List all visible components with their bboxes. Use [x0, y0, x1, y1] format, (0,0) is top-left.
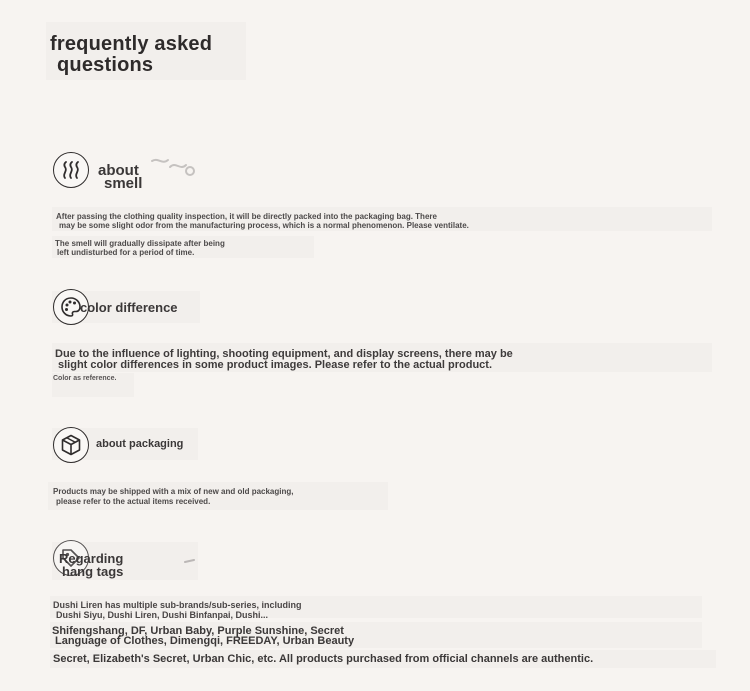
box-icon	[53, 427, 89, 463]
tags-decoration	[184, 551, 196, 557]
color-note: Color as reference.	[53, 375, 117, 382]
packaging-para1-line2: please refer to the actual items received.	[56, 497, 211, 506]
packaging-heading: about packaging	[96, 438, 184, 450]
smell-para1	[56, 212, 469, 230]
smell-para2-line2: left undisturbed for a period of time.	[57, 248, 195, 257]
smell-para1-line2: may be some slight odor from the manufacturing process, which is a normal phenomenon. Please ventilate.	[59, 221, 469, 230]
tags-para3: Secret, Elizabeth's Secret, Urban Chic, etc. All products purchased from official channels are authentic.	[53, 653, 594, 665]
tags-heading	[59, 552, 123, 578]
tags-para2-line1: Shifengshang, DF, Urban Baby, Purple Sunshine, Secret	[52, 625, 344, 637]
tags-para2-line2: Language of Clothes, Dimengqi, FREEDAY, Urban Beauty	[55, 635, 355, 647]
smell-para2-line1: The smell will gradually dissipate after being	[55, 239, 225, 248]
page-title-line2: questions	[57, 54, 154, 76]
tags-para1-line1: Dushi Liren has multiple sub-brands/sub-series, including	[53, 600, 302, 610]
page-title-line1: frequently asked	[50, 33, 213, 55]
color-para1	[55, 349, 513, 371]
smell-heading	[98, 164, 142, 190]
tags-heading-line1: Regarding	[59, 551, 124, 566]
color-para1-line1: Due to the influence of lighting, shooting equipment, and display screens, there may be	[55, 348, 513, 360]
smell-para1-line1: After passing the clothing quality inspection, it will be directly packed into the packaging bag. There	[56, 212, 437, 221]
packaging-para1	[53, 487, 293, 507]
steam-icon	[53, 152, 89, 188]
tags-para1	[53, 600, 302, 620]
tags-heading-line2: hang tags	[62, 564, 124, 579]
tags-para2	[52, 626, 354, 646]
smell-heading-line1: about	[98, 162, 139, 179]
color-para1-line2: slight color differences in some product images. Please refer to the actual product.	[58, 359, 492, 371]
packaging-para1-line1: Products may be shipped with a mix of new and old packaging,	[53, 487, 294, 496]
smell-para2	[55, 239, 225, 257]
smell-heading-line2: smell	[104, 175, 143, 192]
page-title	[50, 34, 212, 76]
tags-para1-line2: Dushi Siyu, Dushi Liren, Dushi Binfanpai, Dushi...	[56, 610, 269, 620]
smell-decoration	[150, 155, 196, 181]
color-heading: color difference	[80, 300, 178, 315]
